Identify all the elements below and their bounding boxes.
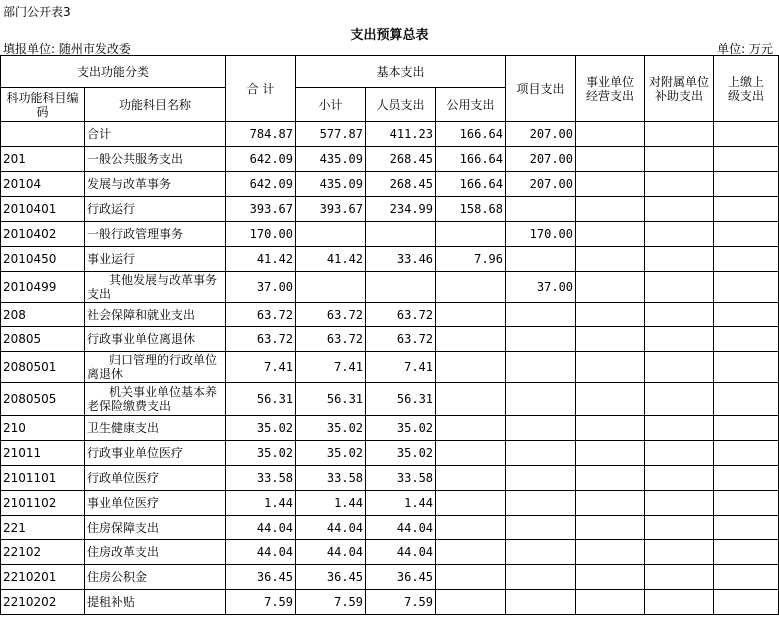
cell-public [436,327,506,352]
cell-subtotal: 41.42 [296,247,366,272]
cell-subtotal [296,272,366,303]
cell-project: 207.00 [506,147,576,172]
cell-business [576,122,645,147]
table-row [1,303,779,327]
table-row [1,122,779,147]
cell-code: 2210202 [1,590,85,615]
cell-name [85,352,226,383]
table-row [1,352,779,383]
header-subsidy [645,56,714,122]
cell-subsidy [645,565,714,590]
cell-code: 210 [1,416,85,441]
cell-name-line2: 老保险缴费支出 [87,399,172,413]
cell-total: 35.02 [226,441,296,466]
cell-project [506,327,576,352]
cell-subtotal: 56.31 [296,383,366,416]
table-row [1,416,779,441]
cell-subtotal: 44.04 [296,516,366,540]
cell-superior [714,416,779,441]
cell-total: 1.44 [226,491,296,516]
cell-project [506,303,576,327]
cell-subtotal: 44.04 [296,540,366,565]
cell-superior [714,441,779,466]
cell-name: 卫生健康支出 [85,416,226,441]
currency-unit: 单位: 万元 [717,42,773,56]
cell-public: 166.64 [436,122,506,147]
cell-total: 393.67 [226,197,296,222]
cell-superior [714,122,779,147]
cell-subtotal: 33.58 [296,466,366,491]
cell-total: 41.42 [226,247,296,272]
cell-code: 2101102 [1,491,85,516]
cell-project [506,565,576,590]
cell-personnel: 35.02 [366,441,436,466]
reporting-unit: 填报单位: 随州市发改委 [3,42,131,56]
header-subsidy-text: 对附属单位补助支出 [649,74,710,103]
cell-business [576,272,645,303]
cell-public [436,590,506,615]
cell-subsidy [645,327,714,352]
cell-superior [714,147,779,172]
cell-total: 170.00 [226,222,296,247]
cell-personnel: 56.31 [366,383,436,416]
cell-total: 44.04 [226,540,296,565]
cell-name: 行政运行 [85,197,226,222]
cell-name: 行政单位医疗 [85,466,226,491]
cell-project [506,491,576,516]
cell-superior [714,565,779,590]
cell-public [436,516,506,540]
cell-personnel: 411.23 [366,122,436,147]
cell-code: 2010499 [1,272,85,303]
cell-name-line1: 其他发展与改革事务 [109,273,218,287]
cell-personnel: 33.58 [366,466,436,491]
cell-personnel: 268.45 [366,172,436,197]
cell-public [436,441,506,466]
cell-code: 221 [1,516,85,540]
cell-name-line1: 归口管理的行政单位 [109,353,218,367]
cell-subsidy [645,383,714,416]
cell-business [576,327,645,352]
cell-public [436,272,506,303]
table-row [1,491,779,516]
cell-superior [714,516,779,540]
cell-name-line2: 离退休 [87,367,124,381]
header-basic: 基本支出 [296,56,506,88]
cell-public: 158.68 [436,197,506,222]
table-row [1,247,779,272]
cell-subtotal: 435.09 [296,172,366,197]
cell-subtotal: 35.02 [296,416,366,441]
cell-total: 642.09 [226,147,296,172]
cell-subtotal: 393.67 [296,197,366,222]
cell-project [506,516,576,540]
cell-subtotal: 63.72 [296,327,366,352]
cell-total: 44.04 [226,516,296,540]
cell-personnel: 44.04 [366,540,436,565]
header-superior [714,56,779,122]
cell-subsidy [645,247,714,272]
cell-personnel: 7.41 [366,352,436,383]
cell-name: 住房保障支出 [85,516,226,540]
cell-subsidy [645,466,714,491]
cell-business [576,416,645,441]
table-row [1,222,779,247]
header-business [576,56,645,122]
cell-superior [714,172,779,197]
cell-business [576,147,645,172]
cell-name: 发展与改革事务 [85,172,226,197]
cell-name: 一般公共服务支出 [85,147,226,172]
cell-subtotal: 577.87 [296,122,366,147]
cell-total: 36.45 [226,565,296,590]
cell-superior [714,247,779,272]
cell-public: 166.64 [436,172,506,197]
cell-business [576,590,645,615]
cell-superior [714,197,779,222]
table-row [1,147,779,172]
table-row [1,565,779,590]
cell-name-line1: 机关事业单位基本养 [109,385,218,399]
cell-project [506,197,576,222]
cell-business [576,491,645,516]
cell-superior [714,540,779,565]
cell-subsidy [645,352,714,383]
cell-subtotal: 36.45 [296,565,366,590]
cell-public: 166.64 [436,147,506,172]
cell-personnel: 268.45 [366,147,436,172]
cell-subsidy [645,416,714,441]
header-code-text: 科功能科目编码 [6,90,79,119]
cell-personnel: 44.04 [366,516,436,540]
cell-superior [714,466,779,491]
cell-subtotal: 7.41 [296,352,366,383]
cell-name: 行政事业单位医疗 [85,441,226,466]
cell-personnel: 1.44 [366,491,436,516]
header-business-text: 事业单位经营支出 [586,74,635,103]
table-row [1,197,779,222]
cell-project [506,352,576,383]
cell-total: 33.58 [226,466,296,491]
cell-subsidy [645,147,714,172]
cell-business [576,352,645,383]
cell-business [576,565,645,590]
cell-personnel: 35.02 [366,416,436,441]
cell-total: 63.72 [226,303,296,327]
cell-personnel [366,272,436,303]
table-row [1,441,779,466]
cell-business [576,466,645,491]
cell-subtotal: 35.02 [296,441,366,466]
cell-code: 2010450 [1,247,85,272]
cell-subtotal [296,222,366,247]
table-row [1,383,779,416]
cell-code: 2080505 [1,383,85,416]
cell-name: 住房改革支出 [85,540,226,565]
cell-subsidy [645,272,714,303]
cell-total: 63.72 [226,327,296,352]
header-total: 合 计 [226,56,296,122]
cell-project [506,540,576,565]
cell-code: 20805 [1,327,85,352]
cell-subsidy [645,303,714,327]
cell-name: 提租补贴 [85,590,226,615]
cell-business [576,383,645,416]
cell-public [436,383,506,416]
cell-total: 7.41 [226,352,296,383]
cell-code: 208 [1,303,85,327]
cell-name-line2: 支出 [87,287,112,301]
cell-superior [714,222,779,247]
cell-subsidy [645,590,714,615]
cell-superior [714,303,779,327]
header-func-class: 支出功能分类 [1,56,226,88]
cell-business [576,540,645,565]
cell-personnel: 36.45 [366,565,436,590]
cell-subsidy [645,516,714,540]
cell-public [436,303,506,327]
cell-name: 行政事业单位离退休 [85,327,226,352]
cell-business [576,197,645,222]
header-subtotal: 小计 [296,88,366,122]
cell-business [576,303,645,327]
cell-subsidy [645,197,714,222]
cell-name: 社会保障和就业支出 [85,303,226,327]
cell-public [436,222,506,247]
cell-superior [714,383,779,416]
cell-public [436,540,506,565]
cell-name: 事业单位医疗 [85,491,226,516]
table-row [1,327,779,352]
cell-subsidy [645,122,714,147]
cell-code: 2010401 [1,197,85,222]
header-personnel: 人员支出 [366,88,436,122]
cell-personnel: 63.72 [366,327,436,352]
header-name: 功能科目名称 [85,88,226,122]
cell-business [576,172,645,197]
cell-personnel: 234.99 [366,197,436,222]
cell-total: 56.31 [226,383,296,416]
cell-name [85,383,226,416]
cell-subsidy [645,540,714,565]
cell-public: 7.96 [436,247,506,272]
cell-subsidy [645,491,714,516]
cell-name: 一般行政管理事务 [85,222,226,247]
cell-subsidy [645,222,714,247]
cell-project [506,416,576,441]
cell-total: 642.09 [226,172,296,197]
cell-public [436,565,506,590]
cell-total: 7.59 [226,590,296,615]
cell-code: 2210201 [1,565,85,590]
cell-project [506,590,576,615]
cell-project [506,466,576,491]
cell-subtotal: 1.44 [296,491,366,516]
table-row [1,516,779,540]
cell-project: 207.00 [506,122,576,147]
table-row [1,466,779,491]
cell-name: 合计 [85,122,226,147]
cell-project [506,247,576,272]
table-row [1,272,779,303]
table-row [1,590,779,615]
cell-subtotal: 63.72 [296,303,366,327]
cell-project: 37.00 [506,272,576,303]
cell-personnel: 7.59 [366,590,436,615]
cell-code: 20104 [1,172,85,197]
header-superior-text: 上缴上级支出 [728,74,765,103]
cell-name: 事业运行 [85,247,226,272]
cell-superior [714,491,779,516]
cell-business [576,516,645,540]
cell-name [85,272,226,303]
expenditure-budget-table [0,55,779,615]
table-row [1,172,779,197]
cell-business [576,441,645,466]
cell-subtotal: 435.09 [296,147,366,172]
header-public: 公用支出 [436,88,506,122]
cell-public [436,352,506,383]
cell-code: 2010402 [1,222,85,247]
cell-code: 2101101 [1,466,85,491]
cell-project: 207.00 [506,172,576,197]
table-row [1,540,779,565]
cell-superior [714,352,779,383]
cell-subsidy [645,441,714,466]
cell-total: 35.02 [226,416,296,441]
cell-personnel [366,222,436,247]
cell-code: 21011 [1,441,85,466]
cell-name: 住房公积金 [85,565,226,590]
header-project: 项目支出 [506,56,576,122]
cell-project: 170.00 [506,222,576,247]
cell-business [576,222,645,247]
cell-code: 22102 [1,540,85,565]
cell-personnel: 33.46 [366,247,436,272]
cell-public [436,491,506,516]
header-code [1,88,85,122]
cell-superior [714,327,779,352]
cell-code [1,122,85,147]
cell-project [506,383,576,416]
page-title: 支出预算总表 [350,28,429,43]
cell-public [436,466,506,491]
cell-code: 201 [1,147,85,172]
cell-superior [714,272,779,303]
form-number-label: 部门公开表3 [3,5,71,19]
cell-business [576,247,645,272]
cell-total: 37.00 [226,272,296,303]
cell-public [436,416,506,441]
cell-personnel: 63.72 [366,303,436,327]
table-body [1,122,779,615]
cell-subsidy [645,172,714,197]
cell-subtotal: 7.59 [296,590,366,615]
cell-superior [714,590,779,615]
cell-total: 784.87 [226,122,296,147]
cell-code: 2080501 [1,352,85,383]
cell-project [506,441,576,466]
